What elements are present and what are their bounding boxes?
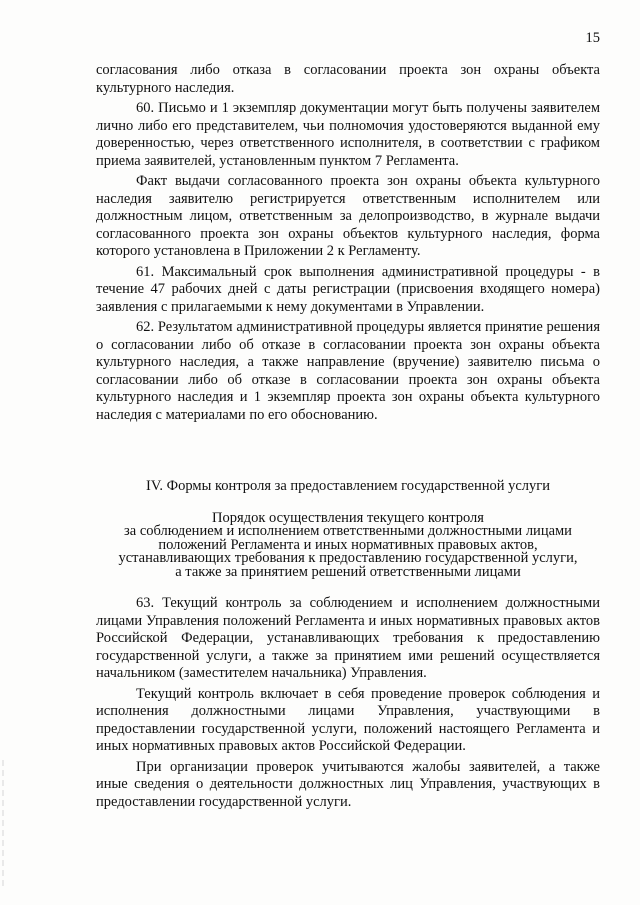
paragraph-inspections: При организации проверок учитываются жалобы заявителей, а также иные сведения о деятельности должностных лиц Управления, участвующих в предоставлении государственной услуги. [96,758,600,810]
subsection-heading-line: положений Регламента и иных нормативных правовых актов, [158,536,538,553]
subsection-heading [96,509,600,580]
paragraph-current-control: Текущий контроль включает в себя проведение проверок соблюдения и исполнения должностными лицами Управления, участвующими в предоставлении государственной услуги, положений настоящего Регламента и иных нормативных правовых актов Российской Федерации. [96,685,600,754]
paragraph-fact-of-issue: Факт выдачи согласованного проекта зон охраны объекта культурного наследия заявителю регистрируется ответственным исполнителем или должностным лицом, ответственным за делопроизводство, в журнале выдачи согласованного проекта зон охраны объектов культурного наследия, форма которого установлена в Приложении 2 к Регламенту. [96,173,600,259]
paragraph-62: 62. Результатом административной процедуры является принятие решения о согласовании либо об отказе в согласовании проекта зон охраны объекта культурного наследия, а также направление (вручение) заявителю письма о согласовании либо об отказе в согласовании проекта зон охраны объекта культурного наследия и 1 экземпляр проекта зон охраны объекта культурного наследия с материалами по его обоснованию. [96,319,600,423]
document-body [96,62,600,811]
page-number: 15 [585,30,600,46]
subsection-heading-line: устанавливающих требования к предоставлению государственной услуги, [118,550,578,566]
subsection-heading-line: за соблюдением и исполнением ответственными должностными лицами [124,523,572,539]
paragraph-continuation: согласования либо отказа в согласовании проекта зон охраны объекта культурного наследия. [96,62,600,96]
paragraph-60: 60. Письмо и 1 экземпляр документации могут быть получены заявителем лично либо его представителем, чьи полномочия удостоверяются выданной ему доверенностью, через ответственного исполнителя, в соответствии с графиком приема заявителей, установленным пунктом 7 Регламента. [96,100,600,169]
scan-edge-mark [2,760,4,890]
subsection-heading-line: Порядок осуществления текущего контроля [212,509,484,526]
paragraph-63: 63. Текущий контроль за соблюдением и исполнением должностными лицами Управления положений Регламента и иных нормативных правовых актов Российской Федерации, устанавливающих требования к предоставлению государственной услуги, а также за принятием ими решений осуществляется начальником (заместителем начальника) Управления. [96,595,600,681]
paragraph-61: 61. Максимальный срок выполнения административной процедуры - в течение 47 рабочих дней с даты регистрации (присвоения входящего номера) заявления с прилагаемыми к нему документами в Управлении. [96,263,600,315]
subsection-heading-line: а также за принятием решений ответственными лицами [175,563,521,580]
section-heading: IV. Формы контроля за предоставлением государственной услуги [146,478,550,494]
